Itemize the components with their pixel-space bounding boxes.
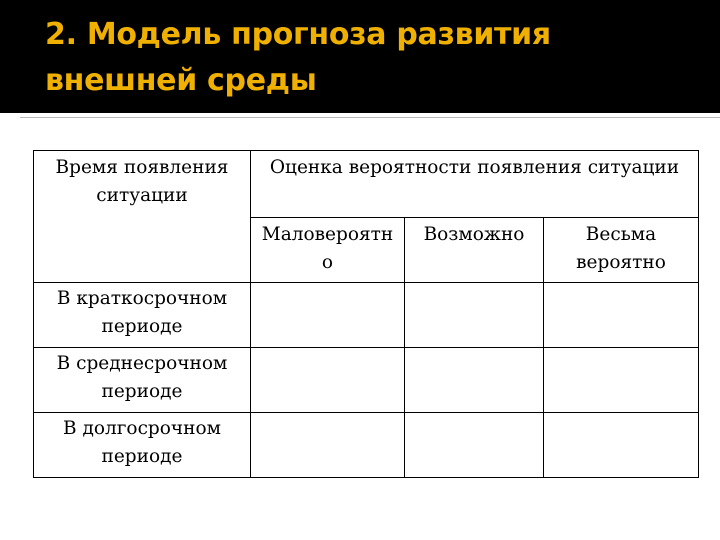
table-cell[interactable] <box>251 283 405 348</box>
table-header-row <box>34 151 699 218</box>
subheader-unlikely: Маловероятн о <box>251 218 405 283</box>
subheader-possible: Возможно <box>405 218 544 283</box>
table-row <box>34 413 699 478</box>
slide-title-line-2: внешней среды <box>45 63 317 98</box>
table-cell[interactable] <box>405 283 544 348</box>
table-cell[interactable] <box>544 283 699 348</box>
slide-title <box>45 12 705 104</box>
table-row <box>34 283 699 348</box>
title-divider <box>20 117 720 118</box>
subheader-very-likely: Весьма вероятно <box>544 218 699 283</box>
header-time-cell-continued <box>34 218 251 283</box>
table-row <box>34 348 699 413</box>
title-bar <box>0 0 720 113</box>
table-cell[interactable] <box>544 348 699 413</box>
table-cell[interactable] <box>405 348 544 413</box>
table-cell[interactable] <box>405 413 544 478</box>
row-label-short-term: В краткосрочном периоде <box>34 283 251 348</box>
table-subheader-row <box>34 218 699 283</box>
header-time-cell: Время появления ситуации <box>34 151 251 218</box>
forecast-table <box>33 150 699 478</box>
table-cell[interactable] <box>251 348 405 413</box>
header-probability-cell: Оценка вероятности появления ситуации <box>251 151 699 218</box>
slide-title-line-1: 2. Модель прогноза развития <box>45 17 551 52</box>
row-label-medium-term: В среднесрочном периоде <box>34 348 251 413</box>
table-cell[interactable] <box>544 413 699 478</box>
row-label-long-term: В долгосрочном периоде <box>34 413 251 478</box>
table-cell[interactable] <box>251 413 405 478</box>
